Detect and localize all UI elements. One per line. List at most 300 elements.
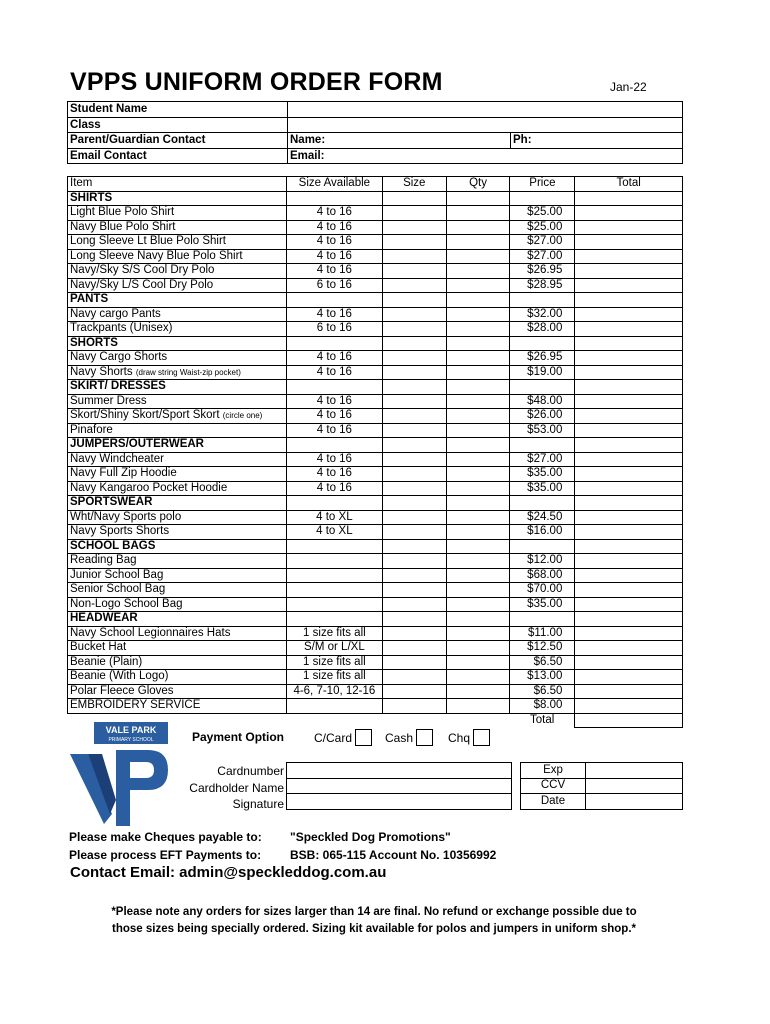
item-total-field[interactable]	[575, 249, 683, 264]
item-size-field[interactable]	[382, 394, 446, 409]
item-sizes: 4 to 16	[286, 206, 382, 221]
item-name	[68, 351, 287, 366]
table-row	[68, 409, 683, 424]
item-sizes: 6 to 16	[286, 278, 382, 293]
item-size-field[interactable]	[382, 278, 446, 293]
item-total-field[interactable]	[575, 322, 683, 337]
item-qty-field[interactable]	[446, 452, 510, 467]
category-blank	[286, 539, 382, 554]
eft-value: BSB: 065-115 Account No. 10356992	[290, 848, 497, 862]
item-qty-field[interactable]	[446, 583, 510, 598]
col-item: Item	[68, 177, 287, 192]
item-price: $35.00	[510, 481, 575, 496]
item-total-field[interactable]	[575, 206, 683, 221]
item-size-field[interactable]	[382, 655, 446, 670]
item-name-text: Beanie (With Logo)	[70, 670, 169, 682]
item-qty-field[interactable]	[446, 699, 510, 714]
item-name-text: Junior School Bag	[70, 568, 164, 581]
category-blank	[382, 336, 446, 351]
item-name-text: Navy Sports Shorts	[70, 525, 170, 537]
item-name-text: Reading Bag	[70, 554, 137, 566]
item-total-field[interactable]	[575, 235, 683, 250]
item-size-field[interactable]	[382, 670, 446, 685]
item-qty-field[interactable]	[446, 351, 510, 366]
ccard-checkbox[interactable]	[355, 729, 372, 746]
item-name	[68, 510, 287, 525]
item-total-field[interactable]	[575, 699, 683, 714]
category-blank	[382, 293, 446, 308]
item-qty-field[interactable]	[446, 554, 510, 569]
table-row	[68, 365, 683, 380]
category-blank	[510, 539, 575, 554]
category-name: SCHOOL BAGS	[68, 539, 287, 554]
item-total-field[interactable]	[575, 409, 683, 424]
item-price: $19.00	[510, 365, 575, 380]
category-blank	[286, 293, 382, 308]
class-field[interactable]	[288, 117, 683, 133]
category-blank	[510, 380, 575, 395]
item-total-field[interactable]	[575, 525, 683, 540]
item-size-field[interactable]	[382, 554, 446, 569]
table-row	[68, 278, 683, 293]
item-qty-field[interactable]	[446, 307, 510, 322]
item-name-text: Skort/Shiny Skort/Sport Skort	[70, 409, 223, 421]
item-qty-field[interactable]	[446, 510, 510, 525]
table-row	[68, 525, 683, 540]
item-size-field[interactable]	[382, 626, 446, 641]
item-qty-field[interactable]	[446, 467, 510, 482]
item-name-text: EMBROIDERY SERVICE	[70, 699, 201, 711]
item-name	[68, 583, 287, 598]
category-row	[68, 612, 683, 627]
item-total-field[interactable]	[575, 554, 683, 569]
item-qty-field[interactable]	[446, 597, 510, 612]
table-row	[68, 655, 683, 670]
item-price: $13.00	[510, 670, 575, 685]
item-sizes: 4 to 16	[286, 235, 382, 250]
item-price: $27.00	[510, 249, 575, 264]
item-name	[68, 206, 287, 221]
item-qty-field[interactable]	[446, 322, 510, 337]
item-qty-field[interactable]	[446, 220, 510, 235]
item-price: $28.00	[510, 322, 575, 337]
category-name: SKIRT/ DRESSES	[68, 380, 287, 395]
payment-chq-option[interactable]	[448, 729, 490, 746]
item-price: $26.95	[510, 264, 575, 279]
table-row	[68, 394, 683, 409]
col-qty: Qty	[446, 177, 510, 192]
item-sizes	[286, 554, 382, 569]
item-price: $6.50	[510, 655, 575, 670]
item-name	[68, 423, 287, 438]
item-name	[68, 409, 287, 424]
category-blank	[382, 380, 446, 395]
item-qty-field[interactable]	[446, 568, 510, 583]
item-name	[68, 264, 287, 279]
item-total-field[interactable]	[575, 583, 683, 598]
category-blank	[575, 438, 683, 453]
item-size-field[interactable]	[382, 235, 446, 250]
item-sizes: 6 to 16	[286, 322, 382, 337]
item-sizes: 4 to 16	[286, 249, 382, 264]
category-blank	[575, 539, 683, 554]
item-size-field[interactable]	[382, 452, 446, 467]
table-row	[68, 206, 683, 221]
item-name	[68, 467, 287, 482]
item-sizes: 4 to 16	[286, 467, 382, 482]
category-blank	[510, 612, 575, 627]
item-price: $53.00	[510, 423, 575, 438]
note-line-1: *Please note any orders for sizes larger than 14 are final. No refund or exchange possible due to	[111, 906, 637, 918]
item-name	[68, 365, 287, 380]
table-row	[68, 684, 683, 699]
item-size-field[interactable]	[382, 568, 446, 583]
item-size-field[interactable]	[382, 365, 446, 380]
item-size-field[interactable]	[382, 307, 446, 322]
item-price: $16.00	[510, 525, 575, 540]
item-name-text: Navy/Sky S/S Cool Dry Polo	[70, 264, 215, 276]
item-sizes: 4 to 16	[286, 220, 382, 235]
item-total-field[interactable]	[575, 481, 683, 496]
item-note: (draw string Waist-zip pocket)	[135, 367, 241, 377]
item-price: $12.00	[510, 554, 575, 569]
category-blank	[510, 438, 575, 453]
item-sizes: 1 size fits all	[286, 626, 382, 641]
col-total: Total	[575, 177, 683, 192]
item-total-field[interactable]	[575, 264, 683, 279]
item-name	[68, 481, 287, 496]
card-labels	[170, 763, 284, 813]
item-size-field[interactable]	[382, 249, 446, 264]
email-field[interactable]: Email:	[288, 148, 683, 164]
item-total-field[interactable]	[575, 220, 683, 235]
cardnumber-label: Cardnumber	[217, 764, 284, 778]
category-name: HEADWEAR	[68, 612, 287, 627]
table-row	[68, 583, 683, 598]
item-name	[68, 641, 287, 656]
table-row	[68, 322, 683, 337]
chq-label: Chq	[448, 730, 471, 745]
item-name-text: Trackpants (Unisex)	[70, 322, 173, 334]
item-name-text: Navy cargo Pants	[70, 307, 161, 320]
chq-checkbox[interactable]	[473, 729, 490, 746]
item-size-field[interactable]	[382, 684, 446, 699]
item-price: $70.00	[510, 583, 575, 598]
table-row	[68, 554, 683, 569]
item-qty-field[interactable]	[446, 525, 510, 540]
item-price: $25.00	[510, 220, 575, 235]
payment-option-label: Payment Option	[192, 730, 285, 744]
item-sizes: 4 to 16	[286, 307, 382, 322]
payment-ccard-option[interactable]	[314, 729, 372, 746]
signature-label: Signature	[232, 797, 284, 811]
item-total-field[interactable]	[575, 423, 683, 438]
item-qty-field[interactable]	[446, 278, 510, 293]
item-qty-field[interactable]	[446, 206, 510, 221]
item-sizes: 4 to 16	[286, 394, 382, 409]
item-sizes: S/M or L/XL	[286, 641, 382, 656]
item-sizes	[286, 699, 382, 714]
table-row	[68, 641, 683, 656]
item-name	[68, 597, 287, 612]
item-price: $24.50	[510, 510, 575, 525]
item-sizes	[286, 597, 382, 612]
item-sizes: 1 size fits all	[286, 670, 382, 685]
item-total-field[interactable]	[575, 684, 683, 699]
col-size: Size	[382, 177, 446, 192]
cheques-value: "Speckled Dog Promotions"	[290, 830, 451, 844]
category-blank	[382, 539, 446, 554]
cash-checkbox[interactable]	[416, 729, 433, 746]
item-name-text: Pinafore	[70, 423, 113, 436]
cash-label: Cash	[385, 730, 414, 745]
item-sizes	[286, 568, 382, 583]
date-field[interactable]	[586, 794, 683, 810]
item-name-text: Navy Kangaroo Pocket Hoodie	[70, 481, 228, 494]
item-qty-field[interactable]	[446, 264, 510, 279]
item-qty-field[interactable]	[446, 641, 510, 656]
item-total-field[interactable]	[575, 641, 683, 656]
item-name	[68, 699, 287, 714]
item-size-field[interactable]	[382, 699, 446, 714]
category-blank	[382, 438, 446, 453]
table-row	[68, 351, 683, 366]
table-row	[68, 423, 683, 438]
grand-total-field[interactable]	[575, 713, 683, 728]
item-total-field[interactable]	[575, 510, 683, 525]
item-total-field[interactable]	[575, 568, 683, 583]
item-price: $25.00	[510, 206, 575, 221]
item-name-text: Long Sleeve Navy Blue Polo Shirt	[70, 249, 243, 262]
table-row	[68, 699, 683, 714]
payment-cash-option[interactable]	[385, 729, 433, 746]
item-price: $48.00	[510, 394, 575, 409]
class-label: Class	[68, 117, 288, 133]
school-logo	[70, 720, 170, 828]
item-name-text: Beanie (Plain)	[70, 655, 143, 668]
item-size-field[interactable]	[382, 206, 446, 221]
category-blank	[286, 496, 382, 511]
form-date: Jan-22	[610, 80, 647, 94]
category-blank	[286, 336, 382, 351]
category-row	[68, 380, 683, 395]
item-name	[68, 278, 287, 293]
category-row	[68, 438, 683, 453]
item-total-field[interactable]	[575, 307, 683, 322]
cardnumber-field[interactable]	[287, 763, 512, 779]
item-size-field[interactable]	[382, 423, 446, 438]
item-size-field[interactable]	[382, 351, 446, 366]
cheques-label: Please make Cheques payable to:	[69, 830, 262, 844]
item-size-field[interactable]	[382, 525, 446, 540]
footer-note	[64, 904, 684, 938]
item-size-field[interactable]	[382, 409, 446, 424]
form-title: VPPS UNIFORM ORDER FORM	[70, 68, 443, 96]
name-field[interactable]: Name:	[288, 133, 511, 149]
item-size-field[interactable]	[382, 467, 446, 482]
signature-field[interactable]	[287, 794, 512, 810]
item-name-text: Summer Dress	[70, 394, 147, 407]
table-row	[68, 249, 683, 264]
item-total-field[interactable]	[575, 452, 683, 467]
item-price: $68.00	[510, 568, 575, 583]
item-sizes: 4-6, 7-10, 12-16	[286, 684, 382, 699]
date-label: Date	[521, 794, 586, 810]
item-qty-field[interactable]	[446, 626, 510, 641]
item-qty-field[interactable]	[446, 684, 510, 699]
item-price: $11.00	[510, 626, 575, 641]
item-qty-field[interactable]	[446, 655, 510, 670]
item-name-text: Senior School Bag	[70, 583, 166, 595]
item-name	[68, 307, 287, 322]
item-size-field[interactable]	[382, 264, 446, 279]
item-name	[68, 452, 287, 467]
item-qty-field[interactable]	[446, 394, 510, 409]
category-blank	[286, 438, 382, 453]
item-size-field[interactable]	[382, 220, 446, 235]
item-size-field[interactable]	[382, 322, 446, 337]
category-row	[68, 191, 683, 206]
item-sizes: 1 size fits all	[286, 655, 382, 670]
table-row	[68, 452, 683, 467]
exp-label: Exp	[521, 763, 586, 779]
item-name-text: Navy Shorts	[70, 365, 136, 378]
item-qty-field[interactable]	[446, 365, 510, 380]
table-row	[68, 467, 683, 482]
category-blank	[510, 496, 575, 511]
item-price: $6.50	[510, 684, 575, 699]
item-total-field[interactable]	[575, 655, 683, 670]
category-name: JUMPERS/OUTERWEAR	[68, 438, 287, 453]
ccv-field[interactable]	[586, 778, 683, 794]
table-row	[68, 235, 683, 250]
item-sizes: 4 to 16	[286, 264, 382, 279]
item-total-field[interactable]	[575, 351, 683, 366]
item-name-text: Navy Windcheater	[70, 452, 164, 465]
category-row	[68, 293, 683, 308]
note-line-2: those sizes being specially ordered. Sizing kit available for polos and jumpers in uniform shop.*	[111, 923, 636, 935]
item-note: (circle one)	[222, 411, 263, 420]
phone-field[interactable]: Ph:	[511, 133, 683, 149]
category-row	[68, 336, 683, 351]
item-name	[68, 220, 287, 235]
logo-line2: PRIMARY SCHOOL	[108, 737, 154, 743]
category-blank	[575, 336, 683, 351]
item-total-field[interactable]	[575, 394, 683, 409]
category-blank	[446, 496, 510, 511]
item-qty-field[interactable]	[446, 481, 510, 496]
logo-line1: VALE PARK	[105, 725, 157, 735]
items-table	[67, 176, 683, 728]
item-total-field[interactable]	[575, 278, 683, 293]
item-name-text: Light Blue Polo Shirt	[70, 206, 175, 218]
category-blank	[575, 612, 683, 627]
table-row	[68, 264, 683, 279]
item-size-field[interactable]	[382, 481, 446, 496]
item-total-field[interactable]	[575, 365, 683, 380]
item-sizes: 4 to 16	[286, 423, 382, 438]
category-blank	[575, 191, 683, 206]
category-row	[68, 496, 683, 511]
item-total-field[interactable]	[575, 626, 683, 641]
email-label: Email Contact	[68, 148, 288, 164]
item-qty-field[interactable]	[446, 249, 510, 264]
item-price: $28.95	[510, 278, 575, 293]
category-blank	[446, 612, 510, 627]
category-blank	[446, 336, 510, 351]
item-sizes: 4 to 16	[286, 365, 382, 380]
item-name-text: Long Sleeve Lt Blue Polo Shirt	[70, 235, 226, 247]
item-price: $27.00	[510, 452, 575, 467]
item-name	[68, 684, 287, 699]
item-name-text: Navy Blue Polo Shirt	[70, 220, 176, 233]
category-blank	[382, 191, 446, 206]
exp-field[interactable]	[586, 763, 683, 779]
category-blank	[382, 612, 446, 627]
table-row	[68, 568, 683, 583]
item-name-text: Navy Full Zip Hoodie	[70, 467, 177, 479]
item-sizes: 4 to 16	[286, 452, 382, 467]
item-qty-field[interactable]	[446, 235, 510, 250]
contact-email: Contact Email: admin@speckleddog.com.au	[70, 864, 387, 881]
item-price: $32.00	[510, 307, 575, 322]
table-row	[68, 626, 683, 641]
item-size-field[interactable]	[382, 583, 446, 598]
category-blank	[286, 191, 382, 206]
student-name-label: Student Name	[68, 102, 288, 118]
table-row	[68, 481, 683, 496]
category-name: SPORTSWEAR	[68, 496, 287, 511]
item-name-text: Polar Fleece Gloves	[70, 684, 174, 697]
eft-label: Please process EFT Payments to:	[69, 848, 262, 862]
item-size-field[interactable]	[382, 510, 446, 525]
item-name	[68, 525, 287, 540]
item-qty-field[interactable]	[446, 423, 510, 438]
category-blank	[446, 293, 510, 308]
category-blank	[382, 496, 446, 511]
item-name-text: Non-Logo School Bag	[70, 597, 183, 610]
item-name	[68, 322, 287, 337]
col-size-available: Size Available	[286, 177, 382, 192]
item-sizes: 4 to 16	[286, 481, 382, 496]
item-sizes: 4 to XL	[286, 510, 382, 525]
category-row	[68, 539, 683, 554]
category-name: SHIRTS	[68, 191, 287, 206]
table-row	[68, 510, 683, 525]
item-qty-field[interactable]	[446, 409, 510, 424]
item-total-field[interactable]	[575, 670, 683, 685]
item-size-field[interactable]	[382, 641, 446, 656]
student-name-field[interactable]	[288, 102, 683, 118]
item-size-field[interactable]	[382, 597, 446, 612]
item-qty-field[interactable]	[446, 670, 510, 685]
category-blank	[446, 539, 510, 554]
item-price: $27.00	[510, 235, 575, 250]
item-total-field[interactable]	[575, 467, 683, 482]
card-table	[286, 762, 683, 810]
item-name-text: Navy School Legionnaires Hats	[70, 626, 231, 639]
category-blank	[286, 380, 382, 395]
cardholder-field[interactable]	[287, 778, 512, 794]
category-blank	[510, 191, 575, 206]
item-total-field[interactable]	[575, 597, 683, 612]
category-blank	[510, 293, 575, 308]
table-row	[68, 220, 683, 235]
item-name-text: Navy Cargo Shorts	[70, 351, 168, 363]
item-price: $8.00	[510, 699, 575, 714]
category-blank	[446, 380, 510, 395]
item-name-text: Wht/Navy Sports polo	[70, 510, 182, 523]
